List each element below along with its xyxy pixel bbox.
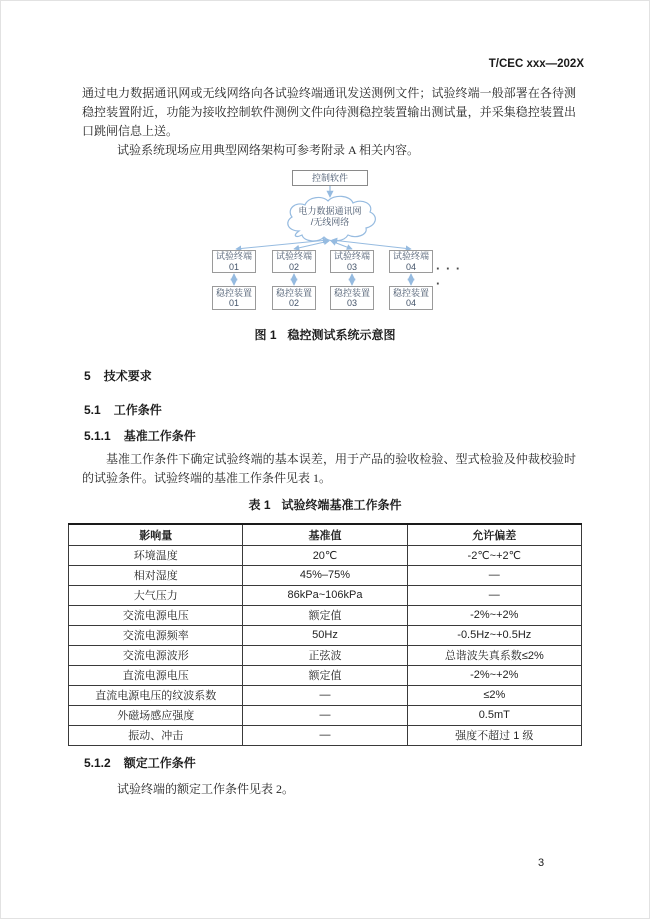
- table-cell: 大气压力: [69, 585, 243, 605]
- table-cell: —: [407, 585, 581, 605]
- reference-conditions-table: [68, 523, 582, 746]
- table-cell: 总谐波失真系数≤2%: [407, 645, 581, 665]
- diagram-connectors: [0, 168, 650, 318]
- table-cell: 45%–75%: [243, 565, 407, 585]
- section-5-1-2-paragraph: 试验终端的额定工作条件见表 2。: [117, 781, 295, 796]
- table-cell: 交流电源波形: [69, 645, 243, 665]
- table-row: [69, 605, 582, 625]
- table-cell: 20℃: [243, 545, 407, 565]
- table-header-cell: 允许偏差: [407, 524, 581, 545]
- table-caption: 表 1 试验终端基准工作条件: [248, 498, 402, 512]
- table-row: [69, 665, 582, 685]
- table-cell: 相对湿度: [69, 565, 243, 585]
- terminal-box-01: 试验终端 01: [212, 250, 256, 273]
- table-cell: -2%~+2%: [407, 665, 581, 685]
- section-heading-5-1-1: 5.1.1 基准工作条件: [84, 429, 196, 443]
- table-row: [69, 625, 582, 645]
- control-software-label: 控制软件: [311, 172, 348, 183]
- table-header-row: [69, 524, 582, 545]
- table-cell: 86kPa~106kPa: [243, 585, 407, 605]
- terminal-box-03: 试验终端 03: [330, 250, 374, 273]
- table-cell: —: [243, 685, 407, 705]
- table-cell: 外磁场感应强度: [69, 705, 243, 725]
- device-box-02: 稳控装置 02: [272, 286, 316, 310]
- section-5-1-1-paragraph: 基准工作条件下确定试验终端的基本误差，用于产品的验收检验、型式检验及仲裁校验时的试验条件。试验终端的基准工作条件见表 1。: [82, 452, 576, 485]
- terminal-box-04: 试验终端 04: [389, 250, 433, 273]
- table-row: [69, 645, 582, 665]
- table-cell: —: [243, 705, 407, 725]
- table-header-cell: 影响量: [69, 524, 243, 545]
- diagram-ellipsis: · · · ·: [436, 261, 462, 291]
- network-cloud-label: 电力数据通讯网 /无线网络: [298, 206, 362, 227]
- section-heading-5-1-2: 5.1.2 额定工作条件: [84, 755, 196, 770]
- table-row: [69, 585, 582, 605]
- table-cell: 交流电源频率: [69, 625, 243, 645]
- table-row: [69, 705, 582, 725]
- table-cell: 额定值: [243, 665, 407, 685]
- table-cell: -0.5Hz~+0.5Hz: [407, 625, 581, 645]
- document-code-header: T/CEC xxx—202X: [488, 58, 584, 70]
- table-cell: —: [243, 725, 407, 745]
- table-cell: 0.5mT: [407, 705, 581, 725]
- table-row: [69, 725, 582, 745]
- table-cell: —: [407, 565, 581, 585]
- table-header-cell: 基准值: [243, 524, 407, 545]
- table-cell: -2%~+2%: [407, 605, 581, 625]
- page-number: 3: [538, 857, 545, 869]
- table-cell: 直流电源电压: [69, 665, 243, 685]
- table-cell: 50Hz: [243, 625, 407, 645]
- figure-caption: 图 1 稳控测试系统示意图: [254, 328, 396, 342]
- section-heading-5-1: 5.1 工作条件: [84, 403, 162, 417]
- table-cell: 正弦波: [243, 645, 407, 665]
- table-row: [69, 565, 582, 585]
- table-cell: 额定值: [243, 605, 407, 625]
- table-cell: 强度不超过 1 级: [407, 725, 581, 745]
- table-cell: -2℃~+2℃: [407, 545, 581, 565]
- table-cell: ≤2%: [407, 685, 581, 705]
- table-cell: 振动、冲击: [69, 725, 243, 745]
- device-box-04: 稳控装置 04: [389, 286, 433, 310]
- intro-paragraph-2: 试验系统现场应用典型网络架构可参考附录 A 相关内容。: [117, 143, 420, 157]
- table-row: [69, 685, 582, 705]
- device-box-03: 稳控装置 03: [330, 286, 374, 310]
- table-cell: 环境温度: [69, 545, 243, 565]
- intro-paragraph-1: 通过电力数据通讯网或无线网络向各试验终端通讯发送测例文件；试验终端一般部署在各待测稳控装置附近，功能为接收控制软件测例文件向待测稳控装置输出测试量，并采集稳控装置出口跳闸信息上送。: [82, 86, 576, 138]
- section-heading-5: 5 技术要求: [84, 369, 152, 383]
- terminal-box-02: 试验终端 02: [272, 250, 316, 273]
- device-box-01: 稳控装置 01: [212, 286, 256, 310]
- figure-network-diagram: [0, 168, 650, 318]
- control-software-box: [292, 170, 368, 186]
- table-cell: 交流电源电压: [69, 605, 243, 625]
- table-row: [69, 545, 582, 565]
- table-cell: 直流电源电压的纹波系数: [69, 685, 243, 705]
